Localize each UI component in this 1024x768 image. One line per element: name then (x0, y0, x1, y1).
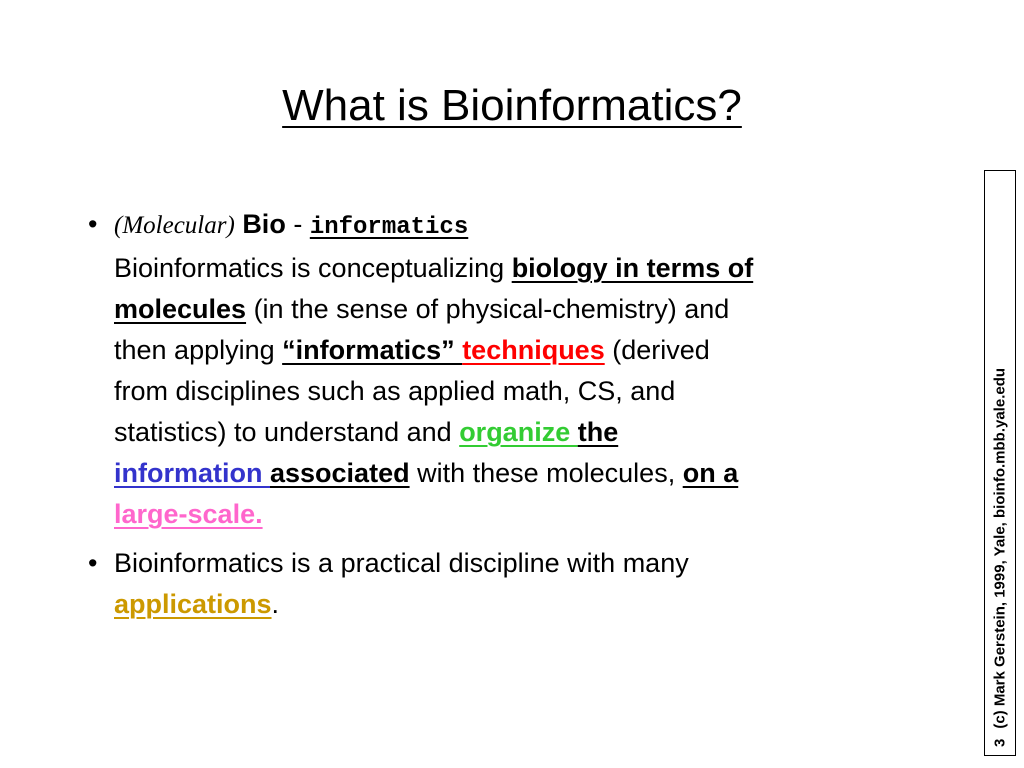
information-term: information (114, 458, 270, 488)
definition-heading (114, 204, 938, 248)
large-scale-term: large-scale. (114, 499, 263, 529)
credit-text (992, 173, 1009, 753)
applications-term: applications (114, 589, 272, 619)
definition-line-7 (114, 494, 938, 535)
bio-label: Bio (242, 209, 286, 239)
definition-line-4: from disciplines such as applied math, CS, and (114, 376, 676, 406)
definition-line-3 (114, 330, 938, 371)
molecules-term: molecules (114, 294, 247, 324)
biology-in-terms-of: biology in terms of (511, 253, 754, 283)
page-number: 3 (991, 738, 1009, 747)
text-segment: (derived (604, 335, 710, 365)
credit-sidebar (984, 170, 1016, 756)
on-a-term: on a (682, 458, 739, 488)
molecular-label: (Molecular) (114, 212, 235, 239)
organize-term: organize (459, 417, 578, 447)
the-term: the (577, 417, 619, 447)
definition-line-1 (114, 248, 938, 289)
period: . (271, 589, 280, 619)
applications-line-1: Bioinformatics is a practical discipline with many (114, 548, 689, 578)
applications-line-2 (114, 584, 938, 625)
associated-term: associated (270, 458, 410, 488)
bullet-item-definition (88, 204, 938, 535)
informatics-label: informatics (309, 214, 469, 241)
text-segment: then applying (114, 335, 283, 365)
definition-line-5 (114, 412, 938, 453)
slide-title: What is Bioinformatics? (282, 81, 742, 130)
slide-body (88, 204, 938, 633)
bullet-dot: • (88, 209, 98, 239)
bullet-dot: • (88, 548, 98, 578)
dash: - (285, 209, 310, 239)
techniques-term: techniques (462, 335, 605, 365)
credit-line: (c) Mark Gerstein, 1999, Yale, bioinfo.mbb.yale.edu (991, 367, 1009, 729)
text-segment: Bioinformatics is conceptualizing (114, 253, 512, 283)
definition-line-6 (114, 453, 938, 494)
informatics-quoted: “informatics” (282, 335, 463, 365)
definition-line-2 (114, 289, 938, 330)
bullet-item-applications (88, 543, 938, 625)
text-segment: (in the sense of physical-chemistry) and (246, 294, 730, 324)
text-segment: with these molecules, (409, 458, 683, 488)
text-segment: statistics) to understand and (114, 417, 460, 447)
